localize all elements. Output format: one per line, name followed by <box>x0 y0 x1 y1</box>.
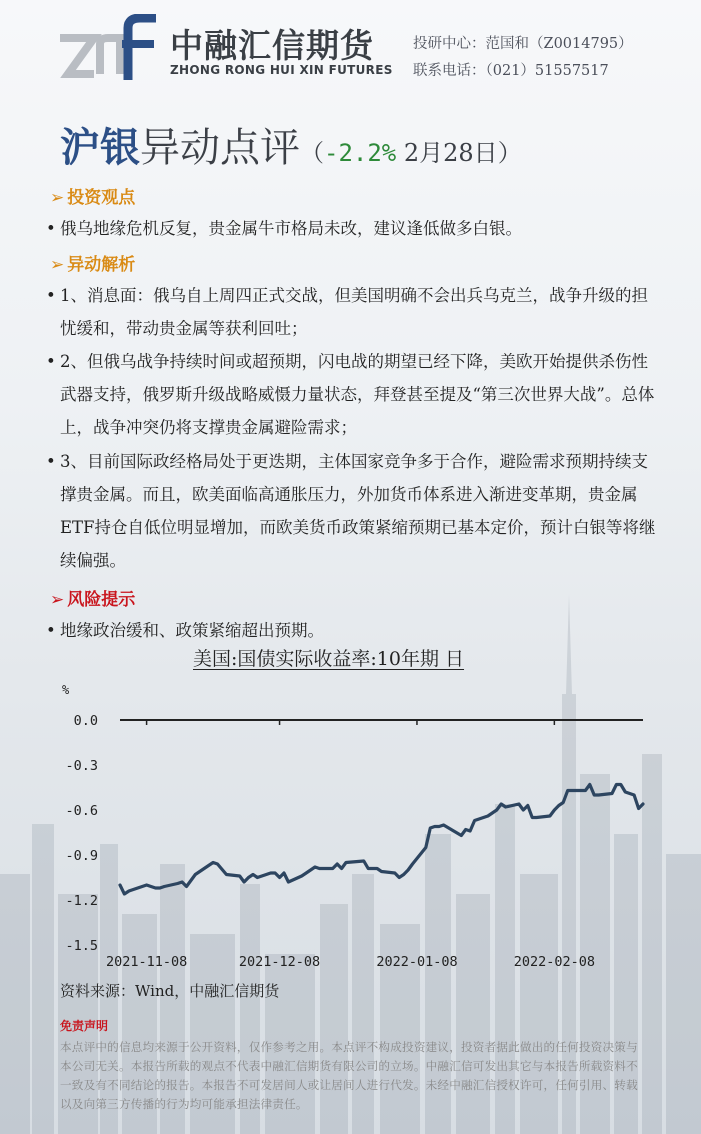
bullet-icon: • <box>46 452 56 471</box>
y-tick-label: -1.2 <box>65 893 98 909</box>
bullet-icon: • <box>46 352 56 371</box>
arrow-bullet-icon: ➢ <box>50 590 65 610</box>
x-tick-label: 2022-02-08 <box>513 954 595 970</box>
title-change-percent: -2.2% <box>324 139 397 167</box>
contact-phone: 联系电话：（021）51557517 <box>413 63 609 79</box>
analysis-item: • 3、目前国际政经格局处于更迭期，主体国家竞争多于合作，避险需求预期持续支撑贵金属。而且，欧美面临高通胀压力，外加货币体系进入渐进变革期，贵金属ETF持仓自低位明显增加，而欧美货币政策紧缩预期已基本定价，预计白银等将继续偏强。 <box>46 445 662 577</box>
page-title <box>60 116 522 173</box>
title-open-paren: （ <box>300 139 324 167</box>
title-product: 沪银 <box>60 124 140 171</box>
risk-item: • 地缘政治缓和、政策紧缩超出预期。 <box>46 614 662 647</box>
contact-analyst: 投研中心：范国和（Z0014795） <box>413 36 633 52</box>
x-tick-label: 2022-01-08 <box>376 954 458 970</box>
section-heading-analysis: ➢ 异动解析 <box>50 255 136 275</box>
y-tick-label: -0.3 <box>65 758 98 774</box>
brand-name-en: ZHONG RONG HUI XIN FUTURES <box>170 63 393 77</box>
y-axis-unit-label: % <box>62 683 70 697</box>
chart-title: 美国:国债实际收益率:10年期 日 <box>193 648 465 670</box>
title-topic: 异动点评 <box>140 125 300 171</box>
section-heading-view: ➢ 投资观点 <box>50 188 136 208</box>
bullet-icon: • <box>46 286 56 305</box>
brand-name-cn: 中融汇信期货 <box>170 26 374 65</box>
bullet-icon: • <box>46 621 56 640</box>
x-tick-label: 2021-11-08 <box>105 954 188 970</box>
x-tick-label: 2021-12-08 <box>238 954 321 970</box>
series-line <box>120 785 643 895</box>
arrow-bullet-icon: ➢ <box>50 255 65 275</box>
bullet-icon: • <box>46 219 56 238</box>
company-logo <box>58 14 158 80</box>
title-close-paren: ） <box>497 139 522 167</box>
title-date: 2月28日 <box>396 139 498 167</box>
y-tick-label: 0.0 <box>73 713 98 729</box>
arrow-bullet-icon: ➢ <box>50 188 65 208</box>
disclaimer-title: 免责声明 <box>60 1019 109 1033</box>
view-item: • 俄乌地缘危机反复，贵金属牛市格局未改，建议逢低做多白银。 <box>46 212 662 245</box>
disclaimer-body: 本点评中的信息均来源于公开资料，仅作参考之用。本点评不构成投资建议，投资者据此做出的任何投资决策与本公司无关。本报告所载的观点不代表中融汇信期货有限公司的立场。中融汇信可发出其它与本报告所载资料不一致及有不同结论的报告。本报告不可发居间人或让居间人进行代发。未经中融汇信授权许可，任何引用、转载以及向第三方传播的行为均可能承担法律责任。 <box>60 1040 638 1111</box>
section-heading-risk: ➢ 风险提示 <box>50 590 136 610</box>
y-tick-label: -0.9 <box>65 848 98 864</box>
analysis-item: • 1、消息面：俄乌自上周四正式交战，但美国明确不会出兵乌克兰，战争升级的担忧缓和，带动贵金属等获利回吐； <box>46 279 662 345</box>
analysis-item: • 2、但俄乌战争持续时间或超预期，闪电战的期望已经下降，美欧开始提供杀伤性武器支持，俄罗斯升级战略威慑力量状态，拜登甚至提及“第三次世界大战”。总体上，战争冲突仍将支撑贵金属避险需求； <box>46 345 662 444</box>
line-chart <box>0 670 701 975</box>
y-tick-label: -0.6 <box>65 803 98 819</box>
y-tick-label: -1.5 <box>65 938 98 954</box>
data-source-note: 资料来源：Wind，中融汇信期货 <box>60 982 280 1000</box>
